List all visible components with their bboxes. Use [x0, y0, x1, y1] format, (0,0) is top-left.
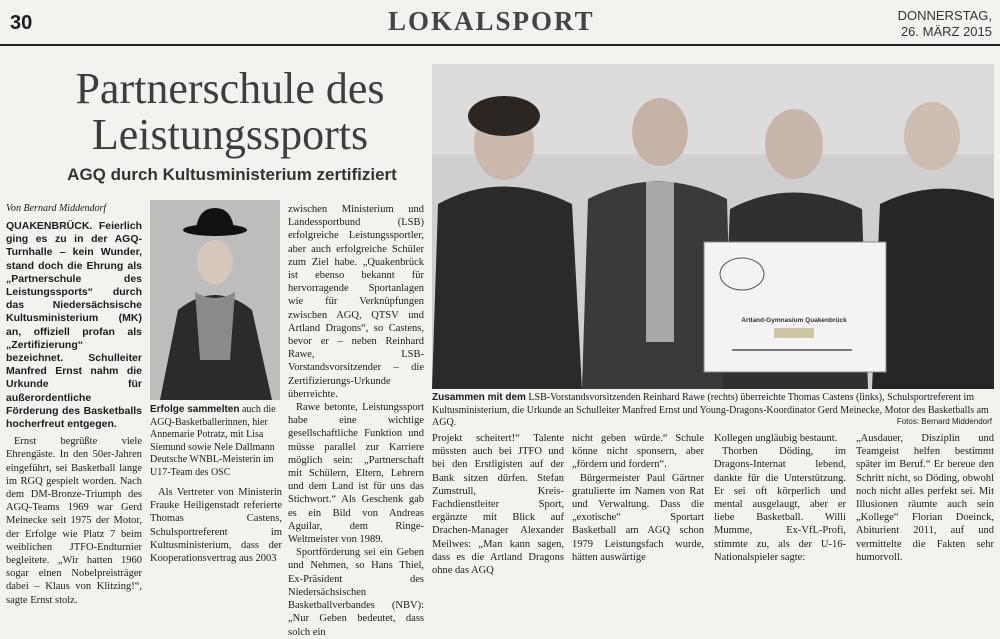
photo-caption-small — [150, 404, 282, 479]
article-byline: Von Bernard Middendorf — [6, 203, 107, 214]
photo-certificate-handover — [432, 64, 994, 389]
article-paragraph: Ernst begrüßte viele Ehrengäste. In den 50er-Jahren eingeführt, sei Basketball lange im RGQ gespielt worden. Nach dem DM-Bronze-Triumph des AGQ-Teams 1969 war Gerd Meinecke seit 1975 der Motor, der Erfolge wie Platz 7 beim weiblichen JTFO-Endturnier begleitete. „Wir hatten 1960 sogar einen Nobelpreisträger dabei – Klaus von Klitzing!“, sagte Ernst stolz. — [6, 436, 142, 606]
caption-large-bold: Zusammen mit dem — [432, 392, 526, 403]
issue-day: 26. MÄRZ 2015 — [900, 24, 992, 39]
caption-small-text: auch die AGQ-Basketballerinnen, hier Annemarie Potratz, mit Lisa Siemund sowie Nele Dallmann Deutsche WNBL-Meisterin im U17-Team des OSC — [150, 404, 276, 478]
article-paragraph: „Ausdauer, Disziplin und Teamgeist helfen bestimmt später im Beruf.“ Er bereue den Schritt nicht, so Döding, obwohl noch nicht alles perfekt sei. Mit Illusionen räumte auch sein „Kollege“ Florian Doeinck, Abiturient 2011, auf und vermittelte die Fakten sehr humorvoll. — [856, 433, 994, 563]
article-column-1 — [6, 220, 142, 606]
article-column-3 — [288, 203, 424, 638]
article-column-7 — [856, 432, 994, 566]
article-paragraph: Als Vertreter von Ministerin Frauke Heiligenstadt referierte Thomas Castens, Schulsportreferent im Kultusministerium, dass der Kooperationsvertrag aus 2003 — [150, 487, 282, 565]
certificate-title: Artland-Gymnasium Quakenbrück — [741, 317, 847, 324]
article-paragraph: zwischen Ministerium und Landessportbund (LSB) erfolgreiche Leistungssportler, aber auch erfolgreiche Schüler zum Ziel habe. „Quakenbrück ist ebenso bekannt für hervorragende Sportanlagen wie für Verknüpfungen zwischen AGQ, QTSV und Artland Dragons“, so Castens, bevor er – neben Reinhard Rawe, LSB-Vorstandsvorsitzender – die Zertifizierungs-Urkunde überreichte. — [288, 204, 424, 400]
group-photo-image — [432, 64, 994, 389]
section-title: LOKALSPORT — [388, 6, 595, 36]
article-paragraph: Kollegen ungläubig bestaunt. — [714, 433, 838, 444]
article-column-4 — [432, 432, 564, 577]
page-number: 30 — [10, 12, 33, 34]
issue-date — [898, 8, 992, 40]
photo-credit: Fotos: Bernard Middendorf — [896, 417, 992, 426]
article-subheadline: AGQ durch Kultusministerium zertifiziert — [67, 165, 397, 184]
article-paragraph: nicht geben würde.“ Schule könne nicht sponsern, aber „fördern und fordern“. — [572, 433, 704, 471]
player-photo-image — [150, 200, 280, 400]
article-paragraph: Projekt scheitert!“ Talente müssten auch bei JTFO und bei den Erstligisten auf der Bank sitzen dürfen. Stefan Zumstrull, Kreis-Fachdienstleiter Sport, ergänzte mit Blick auf Drachen-Manager Alexander Meilwes: „Man kann sagen, dass es die Artland Dragons ohne das AGQ — [432, 433, 564, 577]
article-column-6 — [714, 432, 846, 566]
article-paragraph: Sportförderung sei ein Geben und Nehmen, so Hans Thiel, Ex-Präsident des Niedersächsischen Basketballverbandes (NBV): „Nur Geben bedeutet, dass solch ein — [288, 547, 424, 638]
article-paragraph: Rawe betonte, Leistungssport habe eine wichtige gesellschaftliche Funktion und müsse parallel zur Karriere möglich sein: „Partnerschaft mit Schülern, Eltern, Lehrern und dem Land ist für uns das Stichwort.“ Als Geschenk gab es ein Bild von Andreas Aguilar, dem Ringe-Weltmeister von 1989. — [288, 402, 424, 546]
caption-small-bold: Erfolge sammelten — [150, 404, 240, 415]
photo-basketball-player — [150, 200, 280, 400]
article-paragraph: Bürgermeister Paul Gärtner gratulierte im Namen von Rat und Verwaltung. Dass die „exotische“ Sportart Basketball am AGQ schon 1979 Leistungsfach wurde, hätten auswärtige — [572, 472, 704, 563]
article-lead: QUAKENBRÜCK. Feierlich ging es zu in der AGQ-Turnhalle – kein Wunder, stand doch die Ehrung als „Partnerschule des Leistungssports“ durch das Niedersächsische Kultusministerium (MK) an, offiziell profan als „Zertifizierung“ bezeichnet. Schulleiter Manfred Ernst nahm die Urkunde für außerordentliche Förderung des Basketballs hocherfreut entgegen. — [6, 220, 142, 431]
headline-line-1: Partnerschule des — [75, 64, 385, 113]
article-paragraph: Thorben Döding, im Dragons-Internat lebend, dankte für die Unterstützung. Er sei oft körperlich und mental ausgelaugt, aber er liebe Basketball. Willi Mumme, Ex-VfL-Profi, stimmte zu, als der U-16-Nationalspieler sagte: — [714, 446, 846, 563]
article-headline — [40, 66, 420, 158]
article-column-5 — [572, 432, 704, 566]
caption-large-text: LSB-Vorstandsvorsitzenden Reinhard Rawe (rechts) überreichte Thomas Castens (links), Schulsportreferent im Kultusministerium, die Urkunde an Schulleiter Manfred Ernst und Young-Dragons-Koordinator Gerd Meinecke, Motor des Basketballs am AGQ. — [432, 392, 989, 428]
article-column-2 — [150, 486, 282, 566]
headline-line-2: Leistungssports — [91, 110, 369, 159]
issue-weekday: DONNERSTAG, — [897, 8, 992, 23]
